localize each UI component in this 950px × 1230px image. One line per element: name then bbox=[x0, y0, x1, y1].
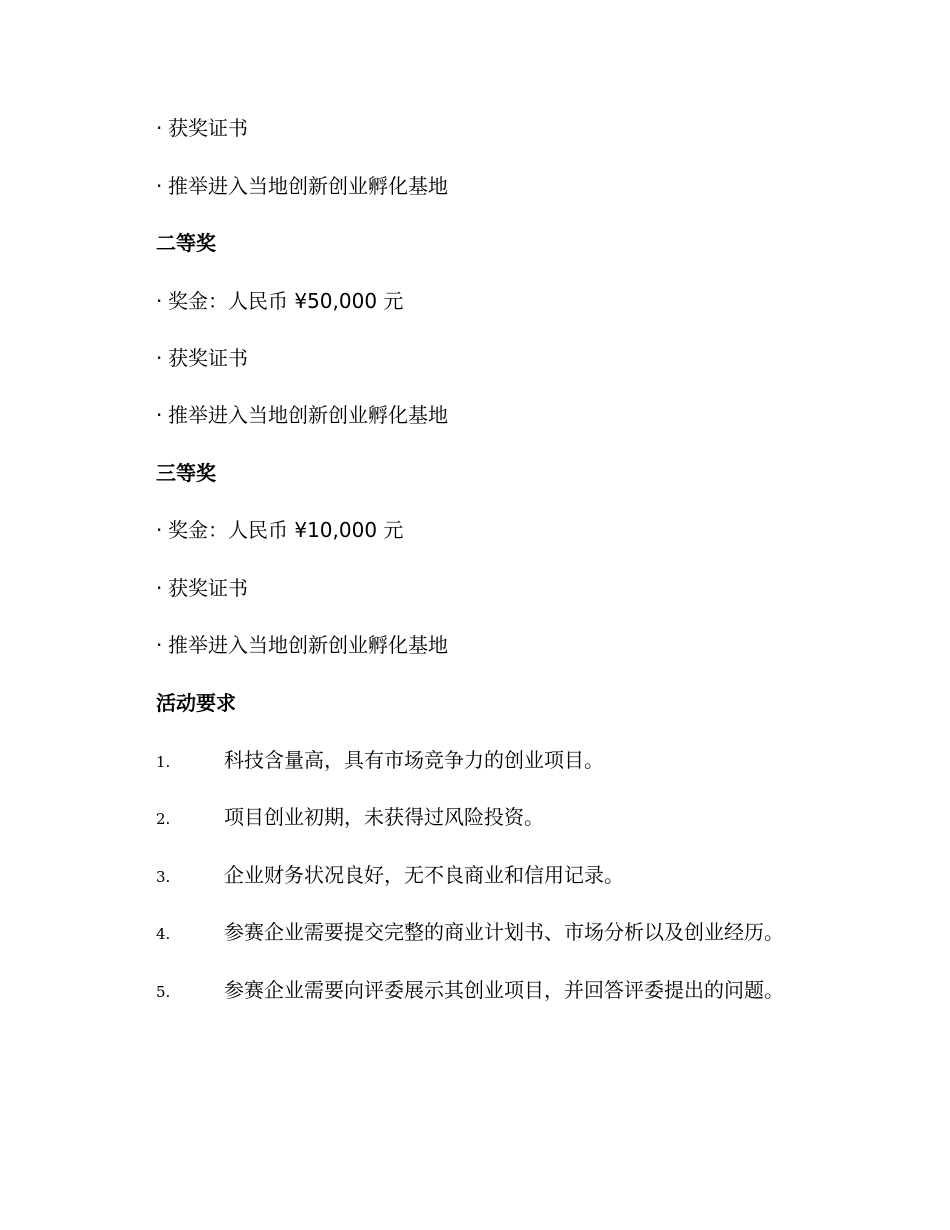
bullet-dot: · bbox=[156, 633, 163, 657]
item-number: 5. bbox=[156, 983, 171, 1001]
section-heading-third-prize: 三等奖 bbox=[156, 461, 216, 485]
bullet-item bbox=[156, 287, 403, 315]
numbered-item bbox=[156, 803, 544, 833]
section-heading-requirements: 活动要求 bbox=[156, 691, 236, 715]
bullet-dot: · bbox=[156, 403, 163, 427]
item-number: 4. bbox=[156, 925, 171, 943]
bullet-text: 奖金：人民币 ¥10,000 元 bbox=[168, 518, 404, 542]
item-number: 2. bbox=[156, 810, 171, 828]
bullet-item bbox=[156, 631, 448, 659]
numbered-item bbox=[156, 746, 604, 776]
bullet-text: 推举进入当地创新创业孵化基地 bbox=[168, 174, 448, 198]
bullet-text: 推举进入当地创新创业孵化基地 bbox=[168, 633, 448, 657]
bullet-dot: · bbox=[156, 116, 163, 140]
bullet-item bbox=[156, 516, 403, 544]
item-text: 企业财务状况良好，无不良商业和信用记录。 bbox=[224, 863, 624, 887]
bullet-item bbox=[156, 172, 448, 200]
bullet-dot: · bbox=[156, 576, 163, 600]
item-text: 参赛企业需要提交完整的商业计划书、市场分析以及创业经历。 bbox=[224, 920, 784, 944]
bullet-item bbox=[156, 344, 248, 372]
bullet-item bbox=[156, 574, 248, 602]
bullet-text: 获奖证书 bbox=[168, 576, 248, 600]
item-number: 3. bbox=[156, 868, 171, 886]
bullet-item bbox=[156, 401, 448, 429]
section-heading-second-prize: 二等奖 bbox=[156, 231, 216, 255]
item-text: 项目创业初期，未获得过风险投资。 bbox=[224, 805, 544, 829]
bullet-dot: · bbox=[156, 174, 163, 198]
bullet-text: 获奖证书 bbox=[168, 346, 248, 370]
item-number: 1. bbox=[156, 753, 171, 771]
numbered-item bbox=[156, 976, 784, 1006]
bullet-text: 推举进入当地创新创业孵化基地 bbox=[168, 403, 448, 427]
numbered-item bbox=[156, 918, 784, 948]
item-text: 科技含量高，具有市场竞争力的创业项目。 bbox=[224, 748, 604, 772]
bullet-dot: · bbox=[156, 518, 163, 542]
item-text: 参赛企业需要向评委展示其创业项目，并回答评委提出的问题。 bbox=[224, 978, 784, 1002]
bullet-text: 奖金：人民币 ¥50,000 元 bbox=[168, 289, 404, 313]
bullet-dot: · bbox=[156, 346, 163, 370]
bullet-dot: · bbox=[156, 289, 163, 313]
bullet-item bbox=[156, 114, 248, 142]
numbered-item bbox=[156, 861, 624, 891]
bullet-text: 获奖证书 bbox=[168, 116, 248, 140]
